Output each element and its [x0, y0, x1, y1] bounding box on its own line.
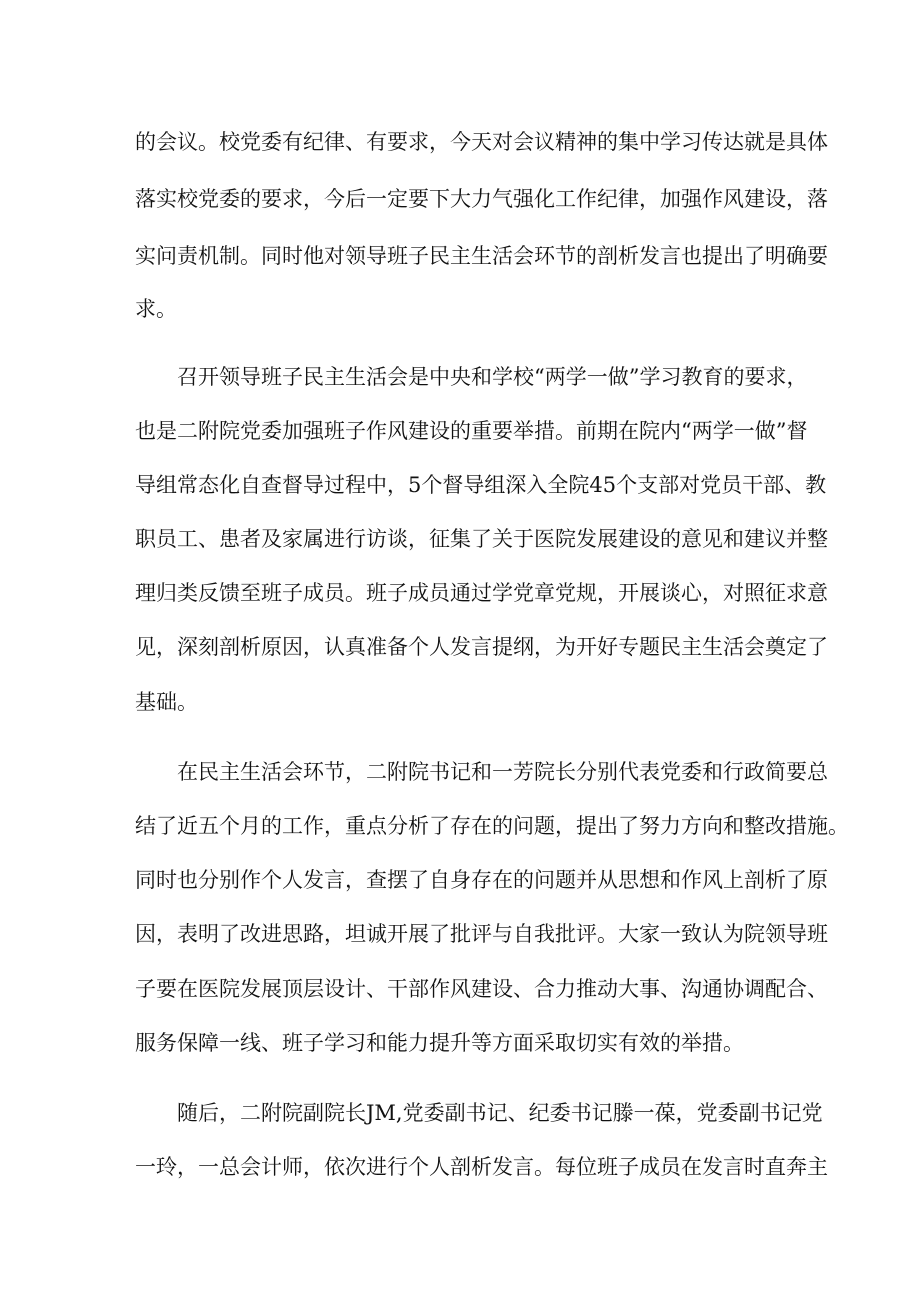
- paragraph-line: 子要在医院发展顶层设计、干部作风建设、合力推动大事、沟通协调配合、: [135, 977, 828, 1001]
- paragraph-line: 也是二附院党委加强班子作风建设的重要举措。前期在院内“两学一做”督: [135, 419, 808, 443]
- paragraph-line: 实问责机制。同时他对领导班子民主生活会环节的剖析发言也提出了明确要: [135, 244, 828, 268]
- paragraph-line: 的会议。校党委有纪律、有要求，今天对会议精神的集中学习传达就是具体: [135, 130, 828, 154]
- paragraph-line: 导组常态化自查督导过程中，5个督导组深入全院45个支部对党员干部、教: [135, 473, 827, 497]
- paragraph-line: 理归类反馈至班子成员。班子成员通过学党章党规，开展谈心，对照征求意: [135, 581, 828, 605]
- paragraph-line: 召开领导班子民主生活会是中央和学校“两学一做”学习教育的要求，: [177, 365, 808, 389]
- paragraph-line: 结了近五个月的工作，重点分析了存在的问题，提出了努力方向和整改措施。: [135, 814, 849, 838]
- paragraph-line: 基础。: [135, 690, 198, 714]
- paragraph-line: 求。: [135, 297, 177, 321]
- paragraph-line: 职员工、患者及家属进行访谈，征集了关于医院发展建设的意见和建议并整: [135, 527, 828, 551]
- paragraph-line: 服务保障一线、班子学习和能力提升等方面采取切实有效的举措。: [135, 1031, 744, 1055]
- paragraph-line: 同时也分别作个人发言，查摆了自身存在的问题并从思想和作风上剖析了原: [135, 868, 828, 892]
- paragraph-line: 见，深刻剖析原因，认真准备个人发言提纲，为开好专题民主生活会奠定了: [135, 635, 828, 659]
- paragraph-line: 落实校党委的要求，今后一定要下大力气强化工作纪律，加强作风建设，落: [135, 187, 828, 211]
- paragraph-line: 一玲，一总会计师，依次进行个人剖析发言。每位班子成员在发言时直奔主: [135, 1155, 828, 1179]
- paragraph-line: 随后，二附院副院长JM,党委副书记、纪委书记滕一葆，党委副书记党: [177, 1101, 823, 1125]
- paragraph-line: 在民主生活会环节，二附院书记和一芳院长分别代表党委和行政简要总: [177, 760, 828, 784]
- paragraph-line: 因，表明了改进思路，坦诚开展了批评与自我批评。大家一致认为院领导班: [135, 922, 828, 946]
